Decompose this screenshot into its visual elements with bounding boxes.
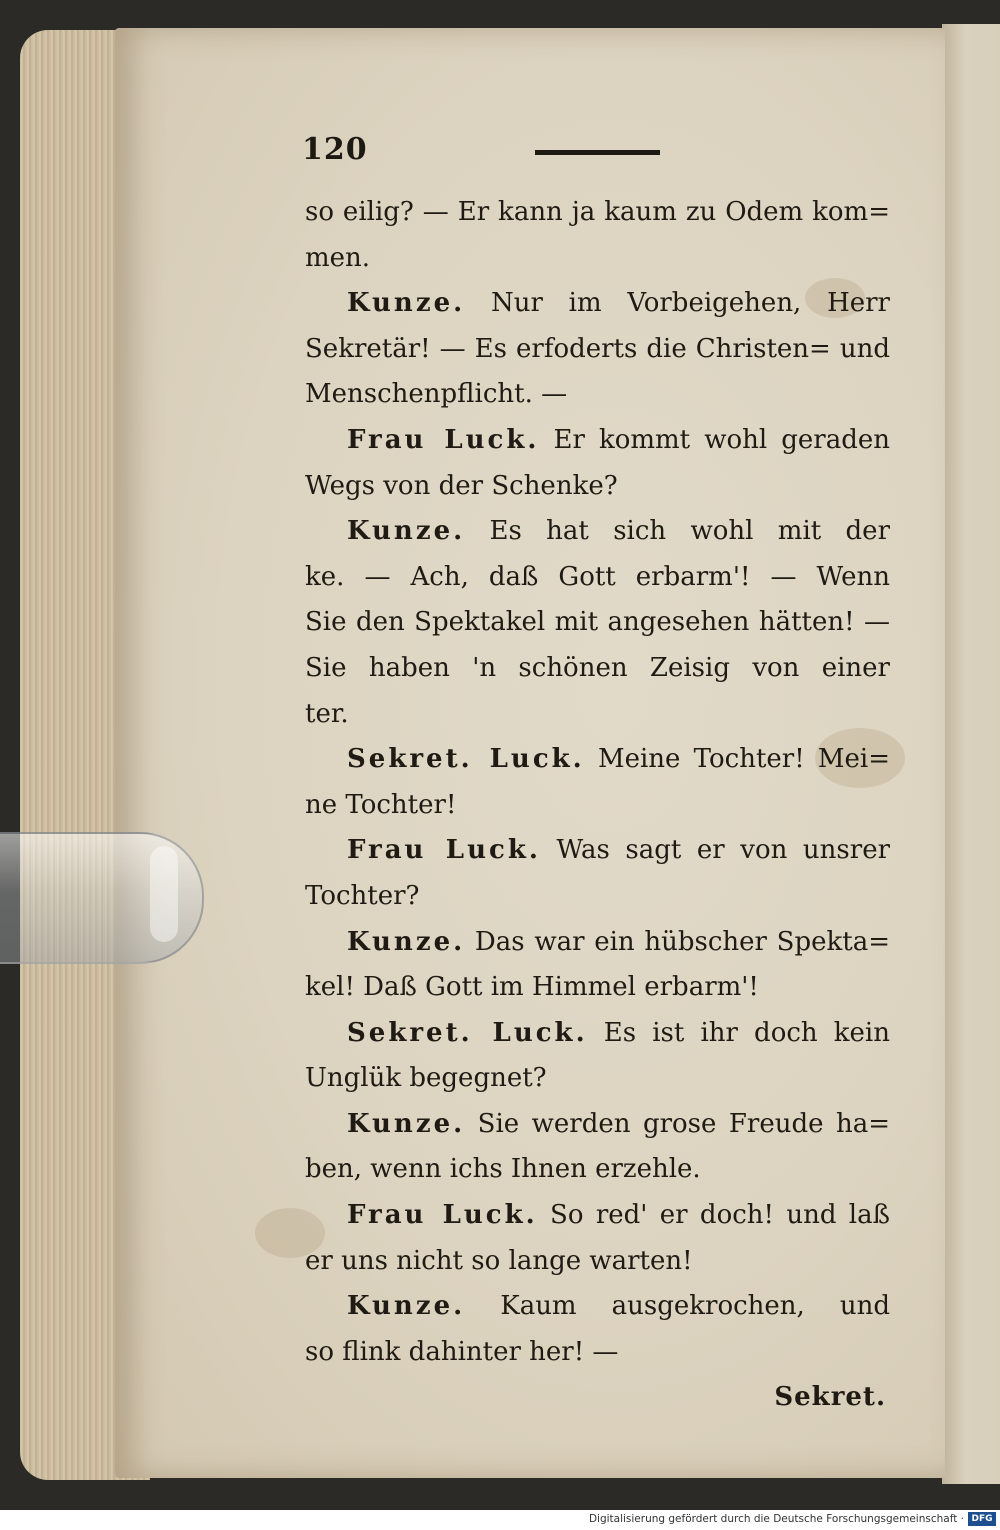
speaker-name: Sekret. Luck.	[347, 744, 585, 775]
text-line: Sekret. Luck. Meine Tochter! Mei=	[347, 744, 890, 775]
speaker-name: Kunze.	[347, 926, 466, 957]
text-line: er uns nicht so lange warten!	[305, 1245, 693, 1276]
speaker-name: Frau Luck.	[347, 424, 540, 455]
text-line: Kunze. Sie werden grose Freude ha=	[347, 1108, 890, 1139]
text-line: Menschenpflicht. —	[305, 379, 568, 410]
text-line: Frau Luck. So red' er doch! und laß	[347, 1200, 890, 1231]
text-line: Sekret. Luck. Es ist ihr doch kein	[347, 1017, 890, 1048]
speaker-name: Kunze.	[347, 1291, 466, 1322]
text-line: so flink dahinter her! —	[305, 1336, 619, 1367]
speaker-name: Frau Luck.	[347, 835, 541, 866]
text-line: Unglük begegnet?	[305, 1063, 547, 1094]
text-line: so eilig? — Er kann ja kaum zu Odem kom=	[305, 197, 890, 227]
text-line: Frau Luck. Was sagt er von unsrer	[347, 835, 890, 866]
text-line: men.	[305, 242, 371, 273]
text-line: ben, wenn ichs Ihnen erzehle.	[305, 1154, 701, 1185]
header-rule	[535, 150, 660, 155]
speaker-name: Kunze.	[347, 1108, 466, 1139]
speaker-name: Sekret. Luck.	[347, 1017, 588, 1048]
page-number: 120	[302, 132, 368, 167]
text-line: ne Tochter!	[305, 789, 457, 820]
text-line: ter.	[305, 698, 349, 729]
text-line: ke. — Ach, daß Gott erbarm'! — Wenn	[305, 561, 890, 592]
text-line: Kunze. Kaum ausgekrochen, und	[347, 1291, 890, 1322]
text-line: Kunze. Es hat sich wohl mit der	[347, 516, 890, 547]
text-line: Sie haben 'n schönen Zeisig von einer	[305, 652, 890, 683]
text-line: Kunze. Das war ein hübscher Spekta=	[347, 926, 890, 957]
speaker-name: Frau Luck.	[347, 1200, 538, 1231]
text-line: Wegs von der Schenke?	[305, 470, 618, 501]
text-line: kel! Daß Gott im Himmel erbarm'!	[305, 972, 759, 1003]
page-holder-highlight	[150, 846, 178, 942]
text-line: Frau Luck. Er kommt wohl geraden	[347, 424, 890, 455]
text-line: Sie den Spektakel mit angesehen hätten! —	[305, 607, 890, 638]
speaker-name: Kunze.	[347, 516, 466, 547]
text-line: Sekretär! — Es erfoderts die Christen= und	[305, 333, 890, 364]
text-line: Kunze. Nur im Vorbeigehen, Herr	[347, 288, 890, 319]
credit-text: Digitalisierung gefördert durch die Deutsche Forschungsgemeinschaft ·	[588, 1513, 964, 1525]
page-text	[305, 190, 890, 1421]
adjacent-page	[942, 24, 1000, 1484]
catchword: Sekret.	[774, 1382, 886, 1413]
dfg-logo[interactable]: DFG	[968, 1512, 996, 1526]
speaker-name: Kunze.	[347, 288, 466, 319]
credit-bar	[0, 1510, 1000, 1530]
text-line: Tochter?	[305, 880, 420, 911]
